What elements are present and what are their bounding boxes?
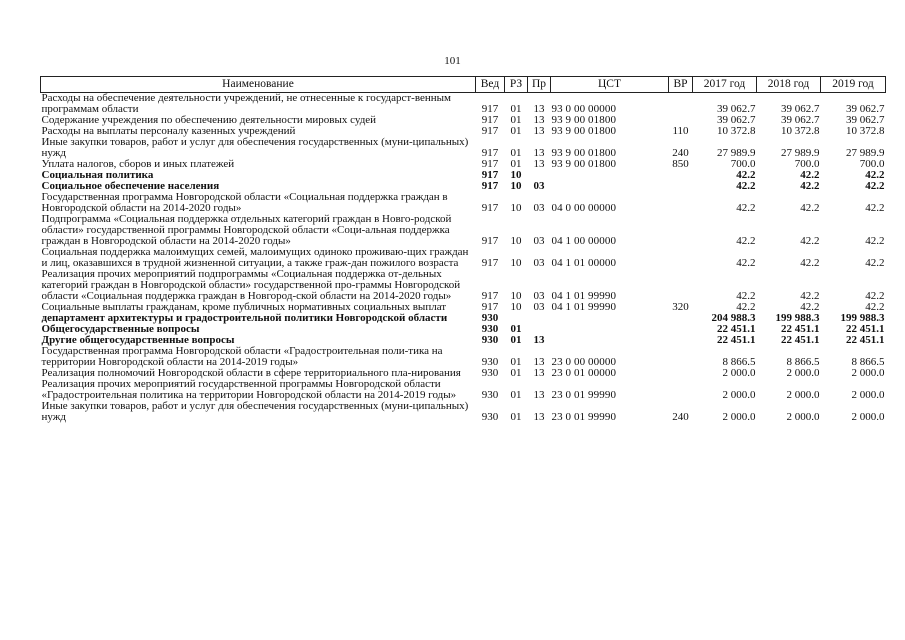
row-value-2017: 39 062.7: [717, 114, 756, 126]
row-value-2019: 39 062.7: [846, 103, 885, 115]
row-name: Реализация полномочий Новгородской области в сфере территориального пла-нирования: [41, 367, 461, 379]
row-value-2018: 27 989.9: [781, 147, 820, 159]
row-pr: 03: [533, 235, 545, 247]
row-value-2018: 42.2: [800, 301, 820, 313]
column-header-2017: 2017 год: [693, 77, 757, 93]
row-pr: [528, 313, 551, 324]
row-value-2018: 2 000.0: [786, 367, 820, 379]
row-pr: 13: [533, 158, 545, 170]
row-cst: 04 1 01 00000: [551, 257, 617, 269]
column-header-2018: 2018 год: [757, 77, 821, 93]
row-vr: 850: [672, 158, 689, 170]
row-value-2018: 39 062.7: [781, 103, 820, 115]
row-vr: [669, 368, 693, 379]
row-value-2017: 39 062.7: [717, 103, 756, 115]
row-value-2019: 8 866.5: [851, 356, 885, 368]
row-value-2018: 42.2: [800, 257, 820, 269]
row-rz: 01: [510, 114, 522, 126]
row-value-2017: 10 372.8: [717, 125, 756, 137]
row-value-2017: 2 000.0: [722, 389, 756, 401]
row-value-2019: 42.2: [865, 235, 885, 247]
row-pr: 13: [533, 334, 545, 346]
row-cst: 04 1 00 00000: [551, 235, 617, 247]
row-name: Реализация прочих мероприятий государственной программы Новгородской области «Градостроительная политика на территории Новгородской области на 2014-2019 годы»: [41, 378, 457, 401]
row-value-2018: 42.2: [800, 290, 820, 302]
row-pr: 13: [533, 114, 545, 126]
row-value-2019: 2 000.0: [851, 367, 885, 379]
row-vr: [669, 181, 693, 192]
row-value-2019: 42.2: [865, 257, 885, 269]
row-pr: 13: [533, 389, 545, 401]
row-value-2018: 2 000.0: [786, 411, 820, 423]
row-cst: 93 9 00 01800: [551, 114, 617, 126]
row-vr: [669, 93, 693, 116]
table-row: [41, 214, 886, 247]
row-cst: 23 0 01 99990: [551, 411, 617, 423]
row-name: Социальное обеспечение населения: [41, 180, 220, 192]
row-value-2019: 42.2: [865, 290, 885, 302]
row-ved: 930: [481, 367, 499, 379]
table-row: [41, 401, 886, 423]
row-value-2018: 22 451.1: [781, 323, 820, 335]
table-row: [41, 93, 886, 116]
row-vr: [669, 269, 693, 302]
row-vr: 240: [672, 411, 689, 423]
row-value-2017: 42.2: [736, 301, 756, 313]
row-value-2017: 42.2: [736, 180, 756, 192]
row-cst: 04 0 00 00000: [551, 202, 617, 214]
row-value-2018: 2 000.0: [786, 389, 820, 401]
row-ved: 917: [481, 202, 499, 214]
row-value-2017: 204 988.3: [711, 312, 756, 324]
row-value-2018: 199 988.3: [775, 312, 820, 324]
budget-table: [40, 76, 886, 423]
row-value-2017: 27 989.9: [717, 147, 756, 159]
row-rz: 01: [510, 334, 522, 346]
row-ved: 917: [481, 235, 499, 247]
row-ved: 917: [481, 158, 499, 170]
row-rz: 01: [510, 389, 522, 401]
row-vr: [669, 313, 693, 324]
row-pr: 03: [533, 202, 545, 214]
row-value-2017: 700.0: [730, 158, 756, 170]
column-header-cst: ЦСТ: [551, 77, 669, 93]
row-vr: [669, 192, 693, 214]
row-value-2017: 22 451.1: [717, 323, 756, 335]
row-ved: 930: [481, 334, 499, 346]
row-name: Иные закупки товаров, работ и услуг для обеспечения государственных (муни-ципальных) нужд: [41, 400, 469, 423]
row-cst: 04 1 01 99990: [551, 290, 617, 302]
row-rz: 10: [510, 301, 522, 313]
row-value-2017: 8 866.5: [722, 356, 756, 368]
row-cst: [551, 181, 669, 192]
page-number: 101: [444, 55, 461, 67]
row-name: Государственная программа Новгородской области «Социальная поддержка граждан в Новгородской области на 2014-2020 годы»: [41, 191, 448, 214]
row-value-2017: 42.2: [736, 257, 756, 269]
table-row: [41, 269, 886, 302]
row-ved: 917: [481, 114, 499, 126]
row-name: Социальная политика: [41, 169, 154, 181]
row-pr: 03: [533, 180, 545, 192]
row-ved: 917: [481, 169, 499, 181]
row-value-2019: 42.2: [865, 169, 885, 181]
row-vr: [669, 379, 693, 401]
row-value-2018: 39 062.7: [781, 114, 820, 126]
row-cst: [551, 335, 669, 346]
row-pr: 13: [533, 125, 545, 137]
row-ved: 917: [481, 257, 499, 269]
row-ved: 917: [481, 301, 499, 313]
row-value-2019: 39 062.7: [846, 114, 885, 126]
column-header-name: Наименование: [41, 77, 476, 93]
row-name: Содержание учреждения по обеспечению деятельности мировых судей: [41, 114, 377, 126]
row-value-2019: 22 451.1: [846, 323, 885, 335]
row-ved: 917: [481, 147, 499, 159]
row-vr: [669, 247, 693, 269]
row-ved: 930: [481, 411, 499, 423]
row-pr: 13: [533, 411, 545, 423]
row-name: Другие общегосударственные вопросы: [41, 334, 235, 346]
row-vr: 110: [672, 125, 689, 137]
row-ved: 917: [481, 103, 499, 115]
row-rz: 01: [510, 158, 522, 170]
row-name: департамент архитектуры и градостроительной политики Новгородской области: [41, 312, 448, 324]
row-ved: 917: [481, 180, 499, 192]
row-rz: 01: [510, 367, 522, 379]
row-vr: 240: [672, 147, 689, 159]
row-pr: 03: [533, 301, 545, 313]
row-cst: 93 0 00 00000: [551, 103, 617, 115]
table-header-row: [41, 77, 886, 93]
row-ved: 917: [481, 290, 499, 302]
row-pr: 13: [533, 356, 545, 368]
row-cst: 23 0 00 00000: [551, 356, 617, 368]
row-pr: 13: [533, 147, 545, 159]
row-pr: 03: [533, 290, 545, 302]
row-value-2018: 42.2: [800, 202, 820, 214]
row-name: Государственная программа Новгородской области «Градостроительная поли-тика на территории Новгородской области на 2014-2019 годы»: [41, 345, 443, 368]
row-vr: [669, 324, 693, 335]
row-rz: 10: [510, 180, 522, 192]
row-cst: [551, 170, 669, 181]
row-ved: 917: [481, 125, 499, 137]
row-value-2017: 22 451.1: [717, 334, 756, 346]
row-value-2019: 10 372.8: [846, 125, 885, 137]
table-row: [41, 159, 886, 170]
row-value-2018: 42.2: [800, 180, 820, 192]
row-value-2019: 42.2: [865, 301, 885, 313]
row-cst: [551, 313, 669, 324]
row-value-2018: 42.2: [800, 235, 820, 247]
row-ved: 930: [481, 356, 499, 368]
row-ved: 930: [481, 389, 499, 401]
row-value-2019: 2 000.0: [851, 411, 885, 423]
row-cst: 93 9 00 01800: [551, 147, 617, 159]
row-rz: 10: [510, 257, 522, 269]
row-rz: 10: [510, 169, 522, 181]
table-row: [41, 192, 886, 214]
row-rz: 10: [510, 202, 522, 214]
row-rz: 01: [510, 411, 522, 423]
row-name: Социальная поддержка малоимущих семей, малоимущих одиноко проживаю-щих граждан и лиц, оказавшихся в трудной жизненной ситуации, а также граж-дан пожилого возраста: [41, 246, 469, 269]
row-name: Реализация прочих мероприятий подпрограммы «Социальная поддержка от-дельных категорий граждан в Новгородской области» государственной про-граммы Новгородской области «Социальная поддержка граждан в Новгород-ской области на 2014-2020 годы»: [41, 268, 461, 302]
row-name: Расходы на выплаты персоналу казенных учреждений: [41, 125, 296, 137]
row-value-2019: 700.0: [859, 158, 885, 170]
row-rz: 01: [510, 323, 522, 335]
row-rz: 01: [510, 125, 522, 137]
row-pr: 13: [533, 367, 545, 379]
row-value-2017: 42.2: [736, 169, 756, 181]
row-value-2019: 2 000.0: [851, 389, 885, 401]
row-cst: [551, 324, 669, 335]
row-rz: 10: [510, 290, 522, 302]
row-ved: 930: [481, 323, 499, 335]
column-header-2019: 2019 год: [821, 77, 886, 93]
row-cst: 93 9 00 01800: [551, 125, 617, 137]
row-value-2017: 42.2: [736, 235, 756, 247]
row-vr: [669, 346, 693, 368]
row-value-2019: 27 989.9: [846, 147, 885, 159]
row-ved: 930: [481, 312, 499, 324]
table-body: [41, 93, 886, 424]
row-rz: 10: [510, 235, 522, 247]
row-value-2018: 10 372.8: [781, 125, 820, 137]
row-value-2017: 42.2: [736, 202, 756, 214]
row-pr: 03: [533, 257, 545, 269]
row-value-2019: 42.2: [865, 202, 885, 214]
table-row: [41, 346, 886, 368]
row-name: Социальные выплаты гражданам, кроме публичных нормативных социальных выплат: [41, 301, 447, 313]
row-value-2019: 22 451.1: [846, 334, 885, 346]
table-row: [41, 137, 886, 159]
row-value-2018: 700.0: [794, 158, 820, 170]
row-cst: 93 9 00 01800: [551, 158, 617, 170]
row-value-2018: 42.2: [800, 169, 820, 181]
row-cst: 23 0 01 99990: [551, 389, 617, 401]
row-name: Подпрограмма «Социальная поддержка отдельных категорий граждан в Новго-родской области» государственной программы Новгородской области «Соци-альная поддержка граждан в Новгородской области на 2014-2020 годы»: [41, 213, 452, 247]
row-rz: 01: [510, 356, 522, 368]
row-vr: [669, 335, 693, 346]
row-value-2017: 2 000.0: [722, 411, 756, 423]
table-row: [41, 247, 886, 269]
row-value-2019: 42.2: [865, 180, 885, 192]
column-header-vr: ВР: [669, 77, 693, 93]
row-name: Общегосударственные вопросы: [41, 323, 200, 335]
row-value-2017: 42.2: [736, 290, 756, 302]
column-header-pr: Пр: [528, 77, 551, 93]
row-name: Расходы на обеспечение деятельности учреждений, не отнесенные к государст-венным программам области: [41, 92, 451, 115]
row-vr: 320: [672, 301, 689, 313]
row-rz: 01: [510, 103, 522, 115]
row-vr: [669, 170, 693, 181]
row-pr: 13: [533, 103, 545, 115]
row-cst: 23 0 01 00000: [551, 367, 617, 379]
row-value-2019: 199 988.3: [840, 312, 885, 324]
column-header-rz: РЗ: [505, 77, 528, 93]
row-value-2018: 22 451.1: [781, 334, 820, 346]
row-cst: 04 1 01 99990: [551, 301, 617, 313]
column-header-ved: Вед: [476, 77, 505, 93]
row-value-2018: 8 866.5: [786, 356, 820, 368]
table-row: [41, 379, 886, 401]
row-vr: [669, 214, 693, 247]
row-name: Уплата налогов, сборов и иных платежей: [41, 158, 235, 170]
row-value-2017: 2 000.0: [722, 367, 756, 379]
row-name: Иные закупки товаров, работ и услуг для обеспечения государственных (муни-ципальных) нужд: [41, 136, 469, 159]
row-rz: 01: [510, 147, 522, 159]
